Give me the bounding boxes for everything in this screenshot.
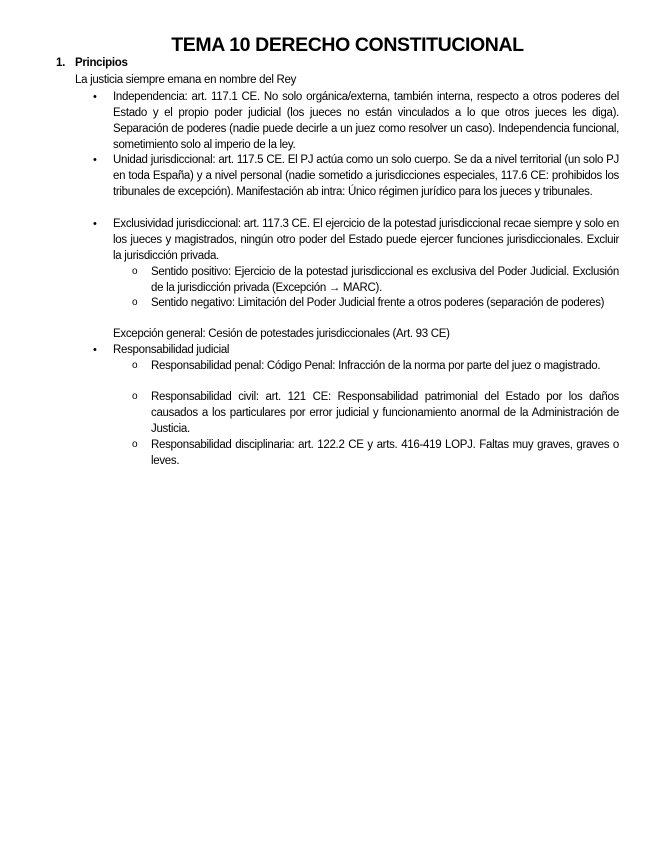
sub-item-sentido-positivo: Sentido positivo: Ejercicio de la potestad jurisdiccional es exclusiva del Poder Judicial. Exclusión de la jurisdicción privada (Excepción → MARC). <box>151 266 619 294</box>
sub-bullet-icon: o <box>132 297 138 308</box>
list-item-unidad: Unidad jurisdiccional: art. 117.5 CE. El PJ actúa como un solo cuerpo. Se da a nivel territorial (un solo PJ en toda España) y a nivel personal (nadie sometido a jurisdicciones especiales, 117.6 CE: prohibidos los tribunales de excepción). Manifestación ab intra: Único régimen jurídico para los jueces y tribunales. <box>113 154 619 198</box>
sub-bullet-icon: o <box>132 439 138 450</box>
exception-note: Excepción general: Cesión de potestades jurisdiccionales (Art. 93 CE) <box>113 328 450 340</box>
section-title: Principios <box>75 57 128 69</box>
list-item-independencia: Independencia: art. 117.1 CE. No solo orgánica/externa, también interna, respecto a otros poderes del Estado y el propio poder judicial (los jueces no están vinculados a lo que otros jueces les diga). Separación de poderes (nadie puede decirle a un juez como resolver un caso). Independencia funcional, sometimiento solo al imperio de la ley. <box>113 91 619 151</box>
page-title: TEMA 10 DERECHO CONSTITUCIONAL <box>171 34 524 56</box>
sub-bullet-icon: o <box>132 266 138 277</box>
section-intro: La justicia siempre emana en nombre del Rey <box>75 74 297 86</box>
bullet-icon: • <box>93 154 97 166</box>
section-heading <box>56 57 128 69</box>
section-number: 1. <box>56 57 65 69</box>
list-item-responsabilidad: Responsabilidad judicial <box>113 344 230 356</box>
sub-bullet-icon: o <box>132 360 138 371</box>
bullet-icon: • <box>93 91 97 103</box>
sub-item-responsabilidad-disciplinaria: Responsabilidad disciplinaria: art. 122.2 CE y arts. 416-419 LOPJ. Faltas muy graves, graves o leves. <box>151 439 619 467</box>
bullet-icon: • <box>93 344 97 356</box>
sub-item-responsabilidad-civil: Responsabilidad civil: art. 121 CE: Responsabilidad patrimonial del Estado por los daños causados a los particulares por error judicial y funcionamiento anormal de la Administración de Justicia. <box>151 391 619 435</box>
sub-bullet-icon: o <box>132 391 138 402</box>
sub-item-responsabilidad-penal: Responsabilidad penal: Código Penal: Infracción de la norma por parte del juez o magistrado. <box>151 360 601 372</box>
sub-item-sentido-negativo: Sentido negativo: Limitación del Poder Judicial frente a otros poderes (separación de poderes) <box>151 297 605 309</box>
list-item-exclusividad: Exclusividad jurisdiccional: art. 117.3 CE. El ejercicio de la potestad jurisdiccional recae siempre y solo en los jueces y magistrados, ningún otro poder del Estado puede ejercer funciones jurisdiccionales. Excluir la jurisdicción privada. <box>113 218 619 262</box>
bullet-icon: • <box>93 218 97 230</box>
